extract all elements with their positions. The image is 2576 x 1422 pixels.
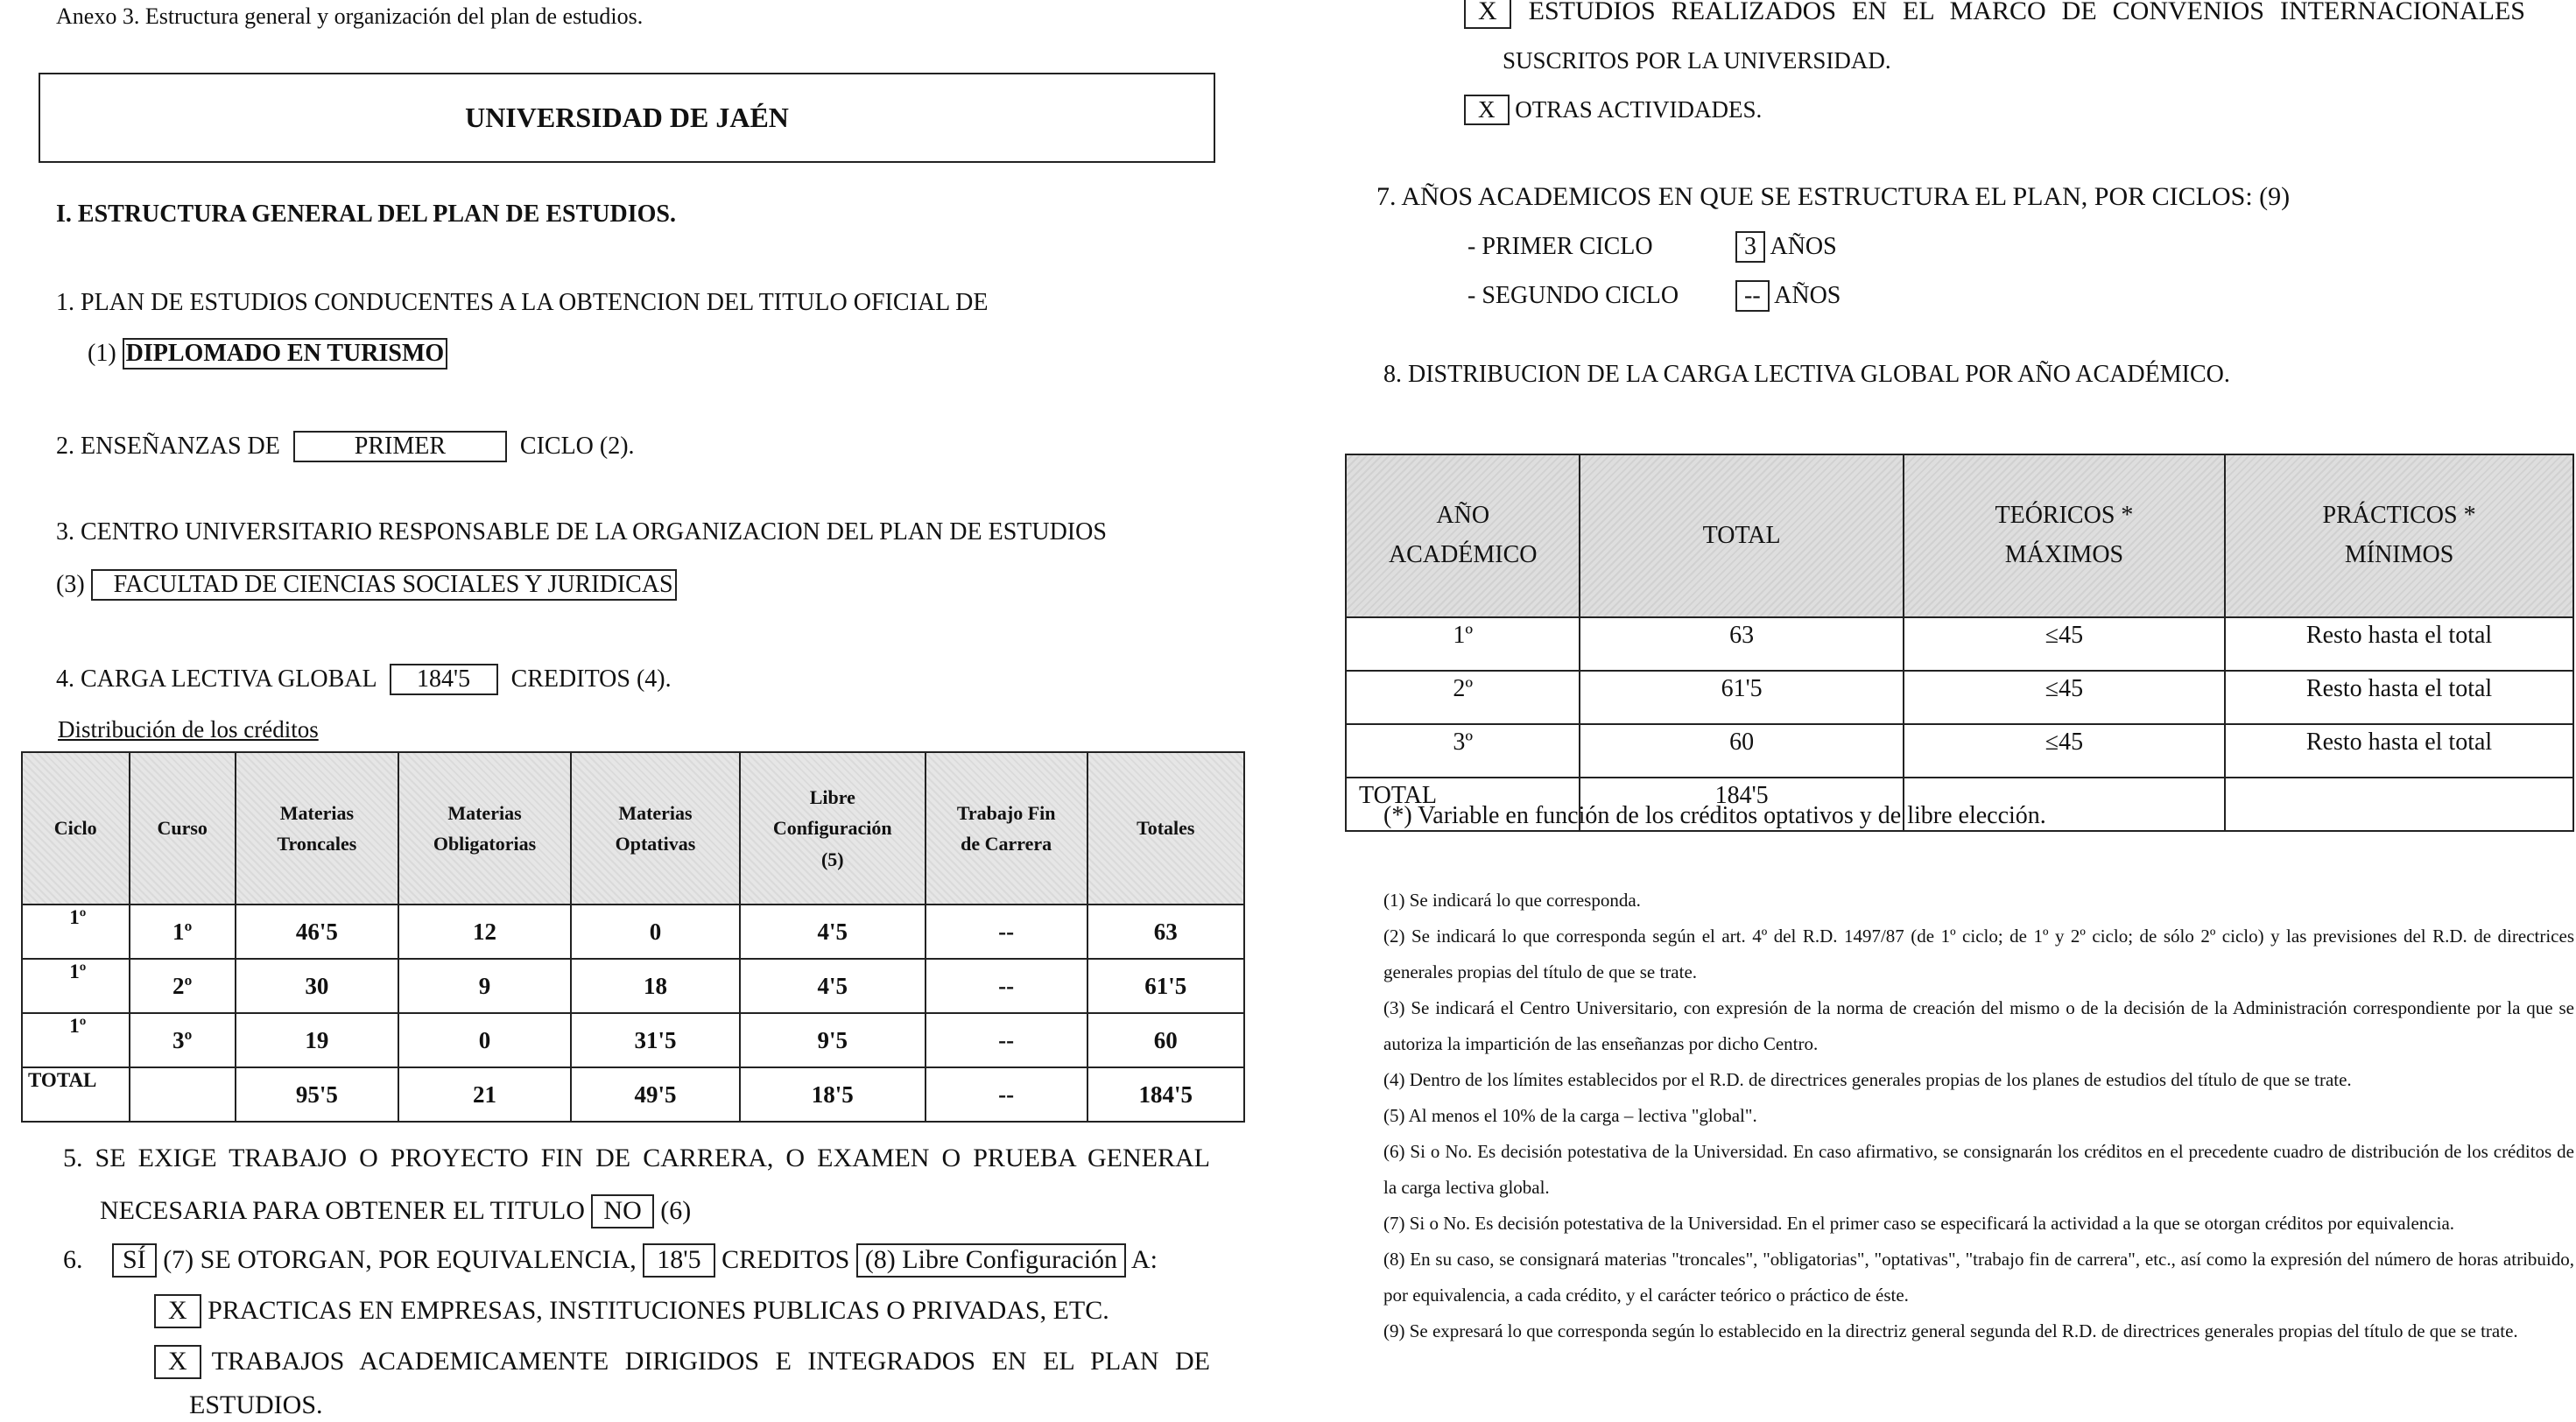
credits-header-cell: Ciclo [22,752,130,905]
final-project-field: NO [591,1194,653,1228]
option-label: PRACTICAS EN EMPRESAS, INSTITUCIONES PUBLICAS O PRIVADAS, ETC. [208,1296,1109,1325]
footnote: (3) Se indicará el Centro Universitario, con expresión de la norma de creación del mismo o de la decisión de la Administración correspondiente por la que se autoriza la impartición de las enseñanzas por dicho Centro. [1383,997,2574,1054]
table-cell: 61'5 [1087,959,1244,1013]
item5-line2 [100,1194,691,1228]
table-cell: 60 [1580,724,1903,778]
item5-line1: 5. SE EXIGE TRABAJO O PROYECTO FIN DE CARRERA, O EXAMEN O PRUEBA GENERAL [63,1144,1210,1172]
second-cycle-years [1735,280,1841,312]
credits-header-cell [926,752,1087,905]
credits-header-text: Libre Configuración (5) [772,786,892,870]
footnote: (5) Al menos el 10% de la carga – lectiva "global". [1383,1105,1757,1126]
table-cell: 4'5 [740,959,926,1013]
credits-header-text: Trabajo Fin de Carrera [956,801,1056,855]
year-header-cell [2225,454,2573,617]
global-credits-field: 184'5 [390,664,498,695]
table-cell: 30 [236,959,398,1013]
item6-text3: A: [1130,1245,1158,1274]
table-cell: 1º [1346,617,1580,671]
option-label: OTRAS ACTIVIDADES. [1515,96,1763,123]
table-cell: 9 [398,959,571,1013]
table-row-total [22,1067,1244,1122]
item1-answer [88,338,447,370]
equivalence-credits-field: 18'5 [643,1243,714,1278]
table-cell: 18 [571,959,740,1013]
option-item [1464,0,2525,29]
table-cell: ≤45 [1904,617,2225,671]
item5-prefix: NECESARIA PARA OBTENER EL TITULO [100,1196,585,1225]
item4-prefix: 4. CARGA LECTIVA GLOBAL [56,665,377,693]
second-cycle-field: -- [1735,280,1770,312]
table-cell: 63 [1580,617,1903,671]
table-cell: Resto hasta el total [2225,671,2573,724]
table-cell: -- [926,905,1087,959]
footnote: (1) Se indicará lo que corresponda. [1383,890,1641,911]
table-cell: Resto hasta el total [2225,617,2573,671]
credits-header-cell: Curso [130,752,236,905]
equivalence-subject-field: (8) Libre Configuración [856,1243,1126,1278]
year-header-cell: TOTAL [1580,454,1903,617]
year-header-cell [1346,454,1580,617]
table-cell: 9'5 [740,1013,926,1067]
footnote: (7) Si o No. Es decisión potestativa de la Universidad. En el primer caso se especificará la actividad a la que se otorgan créditos por equivalencia. [1383,1213,2455,1234]
table-cell: 184'5 [1580,778,1903,831]
credits-header-text: Materias Troncales [277,801,357,855]
table-cell: 1º [22,959,130,1013]
footnote: (9) Se expresará lo que corresponda según lo establecido en la directriz general segunda del R.D. de directrices generales propias del título de que se trate. [1383,1320,2518,1341]
table-cell: 4'5 [740,905,926,959]
table-cell: Resto hasta el total [2225,724,2573,778]
table-row [22,1013,1244,1067]
footnotes [1383,883,2574,1349]
option-checkbox: X [154,1345,201,1379]
credits-table [21,751,1245,1123]
table-row [22,905,1244,959]
table-cell: 61'5 [1580,671,1903,724]
table-row [1346,671,2573,724]
footnote: (6) Si o No. Es decisión potestativa de la Universidad. En caso afirmativo, se consignarán los créditos en el precedente cuadro de distribución de los créditos de la carga lectiva global. [1383,1141,2574,1198]
table-cell: -- [926,1067,1087,1122]
table-cell: 63 [1087,905,1244,959]
distribution-heading: Distribución de los créditos [58,716,319,743]
item3-text: 3. CENTRO UNIVERSITARIO RESPONSABLE DE LA ORGANIZACION DEL PLAN DE ESTUDIOS [56,518,1107,546]
item3-prefix: (3) [56,571,85,598]
years-unit: AÑOS [1774,282,1841,309]
table-cell: ≤45 [1904,724,2225,778]
table-cell: 184'5 [1087,1067,1244,1122]
table-cell: 1º [130,905,236,959]
item1-prefix: (1) [88,340,116,367]
credits-header-cell [236,752,398,905]
credits-header-text: Materias Optativas [615,801,696,855]
first-cycle-label: - PRIMER CICLO [1467,233,1653,260]
table-cell: ≤45 [1904,671,2225,724]
credits-header-cell [571,752,740,905]
table-cell: 3º [1346,724,1580,778]
option-checkbox: X [1464,0,1511,29]
table-cell: 2º [1346,671,1580,724]
variable-note: (*) Variable en función de los créditos optativos y de libre elección. [1383,802,2046,829]
option-item [1464,95,1762,125]
option-label-continued: ESTUDIOS. [189,1390,323,1419]
table-cell: 3º [130,1013,236,1067]
year-header-text: TEÓRICOS * MÁXIMOS [1995,502,2134,568]
item6-text2: CREDITOS [721,1245,850,1274]
item1-text: 1. PLAN DE ESTUDIOS CONDUCENTES A LA OBTENCION DEL TITULO OFICIAL DE [56,289,989,316]
table-cell: TOTAL [22,1067,130,1122]
table-cell: 0 [571,905,740,959]
option-item [154,1294,1109,1328]
table-cell [130,1067,236,1122]
credits-header-cell: Totales [1087,752,1244,905]
credits-header-cell [398,752,571,905]
footnote: (4) Dentro de los límites establecidos por el R.D. de directrices generales propias de los planes de estudios del título de que se trate. [1383,1069,2352,1090]
footnote: (2) Se indicará lo que corresponda según el art. 4º del R.D. 1497/87 (de 1º ciclo; de 1º y 2º ciclo; de sólo 2º ciclo) y las previsiones del R.D. de directrices generales propias del título de que se trate. [1383,926,2574,982]
table-cell: -- [926,959,1087,1013]
table-cell: 18'5 [740,1067,926,1122]
table-row [1346,724,2573,778]
credits-table-header-row [22,752,1244,905]
item4-suffix: CREDITOS (4). [510,665,672,693]
table-cell: 1º [22,1013,130,1067]
item4 [56,664,672,695]
table-cell: 21 [398,1067,571,1122]
year-header-text: PRÁCTICOS * MÍNIMOS [2322,502,2476,568]
option-checkbox: X [154,1294,201,1328]
table-row [22,959,1244,1013]
option-label-continued: SUSCRITOS POR LA UNIVERSIDAD. [1503,47,1891,74]
year-header-text: AÑO ACADÉMICO [1388,502,1538,568]
table-cell: 2º [130,959,236,1013]
section-title: I. ESTRUCTURA GENERAL DEL PLAN DE ESTUDIOS. [56,201,676,228]
first-cycle-field: 3 [1735,231,1765,263]
table-cell: -- [926,1013,1087,1067]
item6-text1: (7) SE OTORGAN, POR EQUIVALENCIA, [163,1245,637,1274]
table-cell: 60 [1087,1013,1244,1067]
degree-title-field: DIPLOMADO EN TURISMO [123,338,448,370]
table-cell: 49'5 [571,1067,740,1122]
year-table-header-row [1346,454,2573,617]
item6-number: 6. [63,1245,83,1274]
item5-suffix: (6) [660,1196,692,1225]
table-cell [2225,778,2573,831]
first-cycle-years [1735,231,1837,263]
table-cell: 12 [398,905,571,959]
year-header-cell [1904,454,2225,617]
credits-header-text: Materias Obligatorias [433,801,537,855]
option-label: TRABAJOS ACADEMICAMENTE DIRIGIDOS E INTEGRADOS EN EL PLAN DE [211,1347,1210,1376]
item2-prefix: 2. ENSEÑANZAS DE [56,433,280,460]
credits-header-cell [740,752,926,905]
table-cell: 46'5 [236,905,398,959]
table-cell: 0 [398,1013,571,1067]
item6 [63,1243,1158,1278]
equivalence-answer-field: SÍ [112,1243,157,1278]
item3-answer [56,569,677,601]
years-unit: AÑOS [1770,233,1837,260]
table-cell: TOTAL [1346,778,1580,831]
footnote: (8) En su caso, se consignará materias "troncales", "obligatorias", "optativas", "trabajo fin de carrera", etc., así como la expresión del número de horas atribuido, por equivalencia, a cada crédito, y el carácter teórico o práctico de éste. [1383,1249,2574,1306]
faculty-field: FACULTAD DE CIENCIAS SOCIALES Y JURIDICAS [91,569,677,601]
university-title: UNIVERSIDAD DE JAÉN [465,102,789,133]
table-cell: 1º [22,905,130,959]
table-cell: 19 [236,1013,398,1067]
option-checkbox: X [1464,95,1510,125]
table-cell: 31'5 [571,1013,740,1067]
option-item [154,1345,1210,1379]
item7-text: 7. AÑOS ACADEMICOS EN QUE SE ESTRUCTURA EL PLAN, POR CICLOS: (9) [1376,182,2291,211]
university-title-box [39,73,1215,163]
table-cell: 95'5 [236,1067,398,1122]
option-label: ESTUDIOS REALIZADOS EN EL MARCO DE CONVENIOS INTERNACIONALES [1528,0,2525,26]
annex-title: Anexo 3. Estructura general y organización del plan de estudios. [56,4,644,29]
table-row [1346,617,2573,671]
item2-suffix: CICLO (2). [519,433,635,460]
item8-text: 8. DISTRIBUCION DE LA CARGA LECTIVA GLOBAL POR AÑO ACADÉMICO. [1383,361,2230,388]
second-cycle-label: - SEGUNDO CICLO [1467,282,1679,309]
cycle-field: PRIMER [293,431,507,462]
item2 [56,431,635,462]
year-table [1345,454,2574,832]
